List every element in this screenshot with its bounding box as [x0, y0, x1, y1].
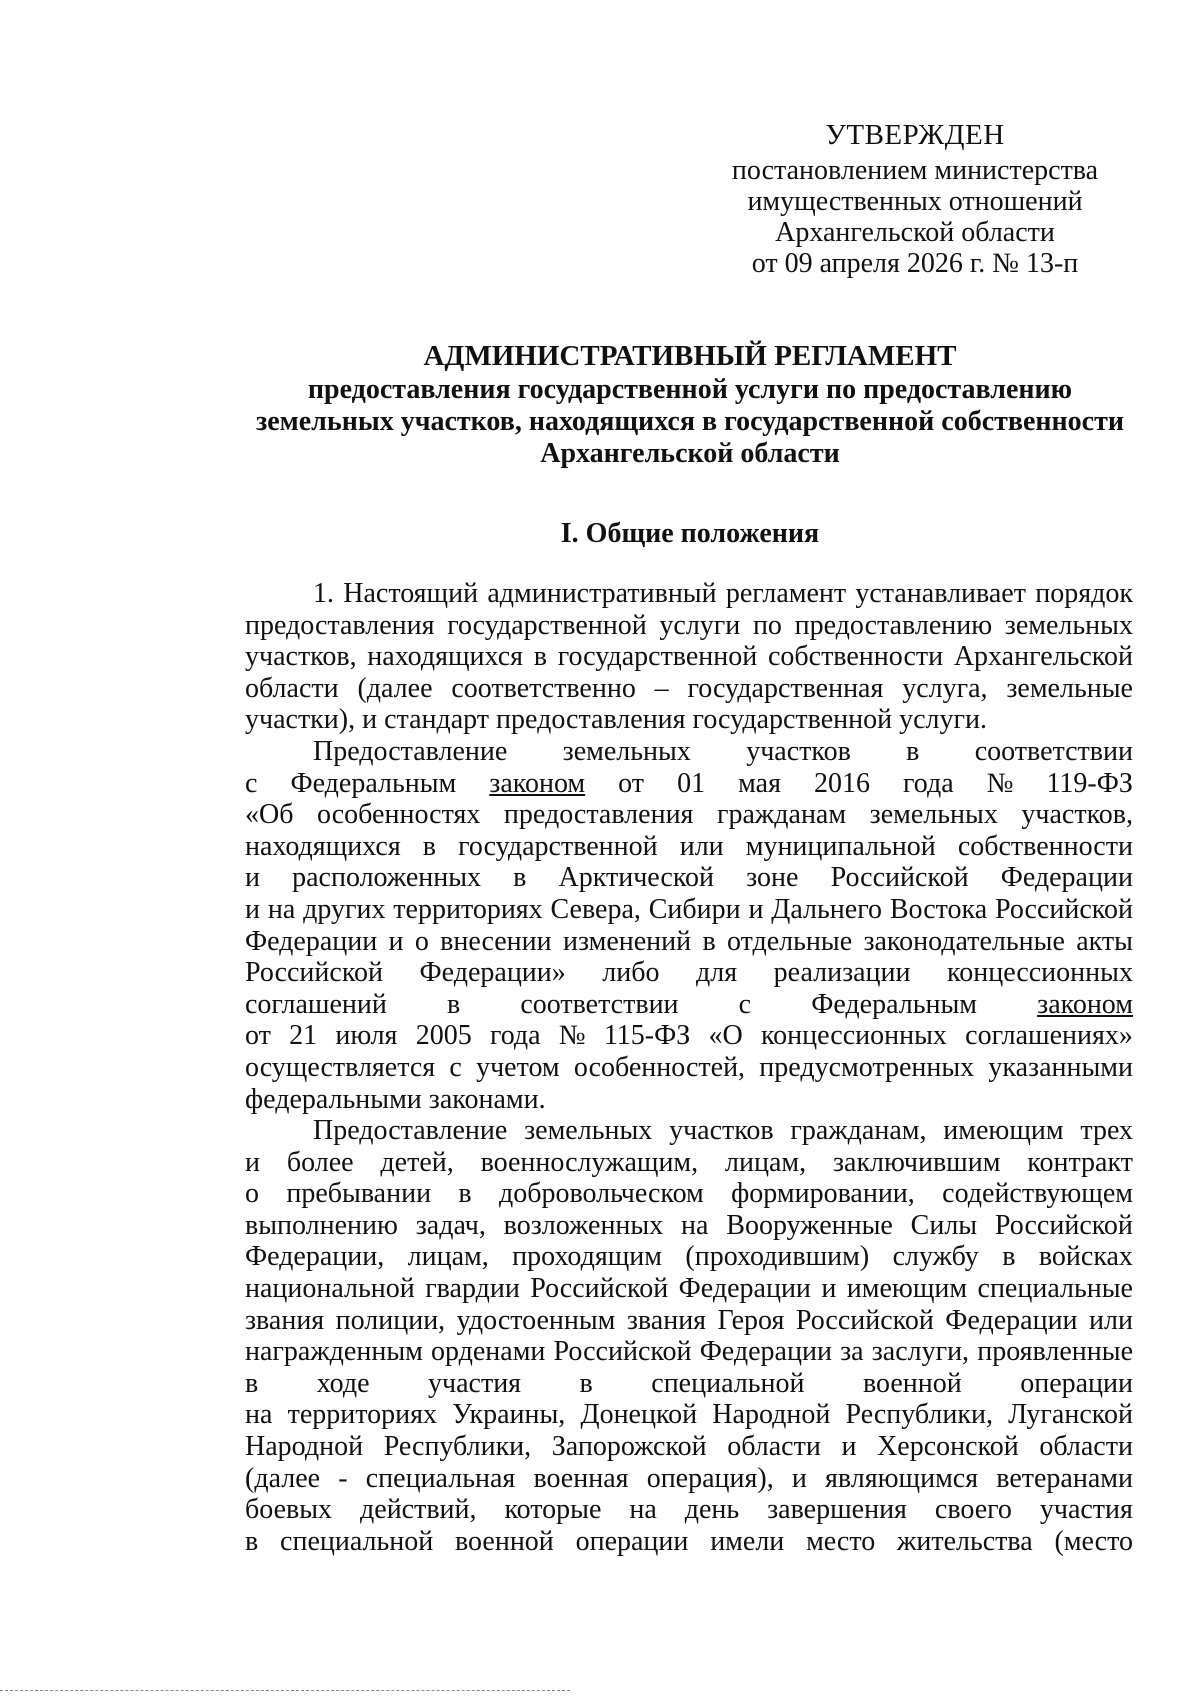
body-word: Республики,	[845, 1399, 993, 1431]
body-word: специальные	[977, 1273, 1133, 1305]
body-word: детей,	[380, 1146, 454, 1178]
body-line	[245, 610, 1133, 642]
title-line: предоставления государственной услуги по предоставлению	[307, 374, 1073, 405]
body-word: и	[841, 1431, 857, 1463]
body-line	[245, 673, 1133, 705]
body-line	[245, 1178, 1133, 1210]
body-word: операции	[1020, 1367, 1133, 1399]
body-word: задач,	[415, 1209, 486, 1241]
body-word: в	[533, 641, 547, 673]
body-line	[245, 1399, 1133, 1431]
body-word: июля	[335, 1020, 398, 1052]
approval-line: постановлением министерства	[731, 155, 1099, 186]
body-word: в	[446, 988, 461, 1020]
body-word: лицам,	[407, 1241, 489, 1273]
body-word: удостоенным	[456, 1304, 616, 1336]
body-word: соглашений	[245, 988, 387, 1020]
document-type: АДМИНИСТРАТИВНЫЙ РЕГЛАМЕНТ	[423, 340, 957, 372]
body-word: с	[245, 767, 258, 799]
body-word: в	[422, 830, 437, 862]
body-word: имеющим	[846, 1273, 968, 1305]
body-word: Архангельской	[953, 641, 1133, 673]
body-word: области	[727, 1431, 821, 1463]
body-line	[245, 578, 1133, 610]
body-word: военной	[862, 1367, 962, 1399]
body-word: 119-ФЗ	[1046, 767, 1133, 799]
approval-line: Архангельской области	[775, 217, 1055, 248]
body-word: Республики,	[383, 1431, 532, 1463]
body-line	[245, 894, 1133, 926]
approval-line: имущественных отношений	[747, 186, 1083, 217]
body-word: Российской	[553, 1336, 692, 1368]
body-word: –	[654, 672, 669, 704]
body-line	[245, 1368, 1133, 1400]
body-word: Народной	[712, 1399, 831, 1431]
body-word: земельных	[1004, 609, 1133, 641]
body-word: от	[618, 767, 645, 799]
body-word: области	[245, 672, 339, 704]
body-word: участков,	[1021, 799, 1133, 831]
body-word: «О	[708, 1020, 743, 1052]
law-reference-link: законом	[489, 767, 586, 799]
body-word: в	[1002, 1241, 1016, 1273]
body-word: имеющим	[943, 1115, 1064, 1147]
body-word: завершения	[767, 1494, 907, 1526]
body-word: года	[903, 767, 954, 799]
body-word: 2005	[415, 1020, 472, 1052]
body-word: муниципальной	[745, 830, 936, 862]
body-word: специальная	[365, 1462, 516, 1494]
body-word: Российской	[795, 1304, 934, 1336]
body-word: учетом	[476, 1051, 560, 1083]
body-word: акты	[1076, 925, 1133, 957]
body-word: Федерации	[245, 925, 378, 957]
body-word: Предоставление	[313, 735, 508, 767]
body-line	[245, 1526, 1133, 1558]
body-word: по	[752, 609, 782, 641]
body-word: 115-ФЗ	[603, 1020, 691, 1052]
body-word: добровольческом	[499, 1178, 704, 1210]
body-line	[245, 862, 1133, 894]
body-word: место	[806, 1525, 876, 1557]
title-line: земельных участков, находящихся в государственной собственности	[256, 406, 1124, 437]
body-word: административный	[487, 578, 717, 609]
body-word: регламент	[725, 578, 847, 609]
body-word: с	[449, 1051, 462, 1083]
body-word: государственной	[447, 609, 647, 641]
body-word: Дальнего	[771, 893, 882, 925]
body-word: в	[702, 925, 716, 957]
body-word: земельных	[869, 799, 998, 831]
body-word: участия	[428, 1367, 522, 1399]
body-word: и	[748, 893, 764, 925]
body-word: военнослужащим,	[480, 1146, 699, 1178]
body-word: участков,	[245, 641, 357, 673]
body-word: осуществляется	[245, 1051, 436, 1083]
body-word: имели	[710, 1525, 785, 1557]
body-word: государственной	[458, 830, 658, 862]
document-title	[240, 340, 1140, 470]
approval-date-number: от 09 апреля 2026 г. № 13-п	[751, 248, 1079, 279]
body-word: территориях	[393, 893, 543, 925]
body-word: участков	[669, 1115, 774, 1147]
body-word: Сибири	[648, 893, 741, 925]
body-word: проявленные	[977, 1336, 1133, 1368]
body-word: более	[286, 1146, 354, 1178]
body-word: №	[986, 767, 1014, 799]
body-word: с	[738, 988, 752, 1020]
body-word: Федерации	[699, 1336, 832, 1368]
body-word: указанными	[988, 1051, 1133, 1083]
body-line	[245, 831, 1133, 863]
body-word: Федерации	[1000, 862, 1133, 894]
body-word: государственная	[687, 672, 884, 704]
body-word: Вооруженные	[726, 1209, 893, 1241]
body-word: концессионных	[760, 1020, 947, 1052]
body-word: предусмотренных	[759, 1051, 975, 1083]
body-word: предоставлению	[794, 609, 993, 641]
body-line	[245, 799, 1133, 831]
body-word: находящихся	[367, 641, 524, 673]
body-word: и	[791, 1462, 807, 1494]
body-word: на	[681, 1209, 709, 1241]
body-word: контракт	[1027, 1146, 1133, 1178]
body-word: Федерации»	[419, 957, 566, 989]
body-word: расположенных	[292, 862, 482, 894]
body-word: государственной	[557, 641, 758, 673]
body-word: Федерации	[945, 1304, 1078, 1336]
body-word: услуга,	[902, 672, 988, 704]
body-line	[245, 1463, 1133, 1495]
body-word: жительства	[897, 1525, 1033, 1557]
body-word: ходе	[316, 1367, 370, 1399]
body-word: заключившим	[832, 1146, 1001, 1178]
body-word: законодательные	[863, 925, 1065, 957]
section-heading: I. Общие положения	[560, 518, 820, 549]
body-line	[245, 1147, 1133, 1179]
body-word: (место	[1054, 1525, 1133, 1557]
body-word: соответственно	[451, 672, 636, 704]
body-word: земельных	[524, 1115, 653, 1147]
body-word: являющимся	[825, 1462, 979, 1494]
body-word: от	[245, 1020, 271, 1052]
body-word: содействующем	[942, 1178, 1133, 1210]
body-word: национальной	[245, 1273, 415, 1305]
body-word: выполнению	[245, 1209, 398, 1241]
body-word: и	[821, 1273, 837, 1305]
body-word: предоставления	[503, 799, 694, 831]
body-word: операции	[575, 1525, 689, 1557]
body-line	[245, 1431, 1133, 1463]
body-word: Предоставление	[313, 1115, 508, 1147]
body-word: орденами	[430, 1336, 546, 1368]
body-word: №	[558, 1020, 586, 1052]
body-word: собственности	[767, 641, 944, 673]
body-word: Российской	[530, 1273, 669, 1305]
approval-heading: УТВЕРЖДЕН	[825, 119, 1005, 151]
body-word: которые	[504, 1494, 602, 1526]
body-word: участия	[1039, 1494, 1133, 1526]
body-word: Луганской	[1008, 1399, 1133, 1431]
body-word: Российской	[994, 1209, 1133, 1241]
body-line	[245, 957, 1133, 989]
body-line	[245, 1241, 1133, 1273]
body-line	[245, 1273, 1133, 1305]
body-word: Федеральным	[290, 767, 457, 799]
body-word: лицам,	[725, 1146, 807, 1178]
body-word: особенностях	[317, 799, 481, 831]
body-word: территориях	[287, 1399, 437, 1431]
body-word: возложенных	[503, 1209, 664, 1241]
body-word: о	[414, 925, 429, 957]
body-word: действий,	[360, 1494, 477, 1526]
body-word: на	[629, 1494, 657, 1526]
body-line: федеральными законами.	[245, 1083, 546, 1115]
body-word: 2016	[813, 767, 870, 799]
body-word: или	[679, 830, 724, 862]
page-footer-rule	[0, 1690, 570, 1691]
approval-block	[700, 120, 1130, 279]
body-word: проходящим	[512, 1241, 662, 1273]
body-word: военная	[533, 1462, 629, 1494]
body-line	[245, 1305, 1133, 1337]
body-word: для	[696, 957, 738, 989]
body-word: Федерации,	[245, 1241, 385, 1273]
body-line	[245, 989, 1133, 1021]
body-word: за	[840, 1336, 864, 1368]
body-word: Украины,	[452, 1399, 566, 1431]
body-word: Настоящий	[343, 578, 479, 609]
body-word: внесении	[440, 925, 552, 957]
body-word: Донецкой	[580, 1399, 698, 1431]
body-line	[245, 1336, 1133, 1368]
body-word: специальной	[651, 1367, 805, 1399]
body-word: Востока	[889, 893, 988, 925]
body-word: услуги	[659, 609, 741, 641]
body-word: концессионных	[947, 957, 1133, 989]
body-word: соответствии	[520, 988, 679, 1020]
body-word: формировании,	[731, 1178, 915, 1210]
body-word: звания	[245, 1304, 325, 1336]
body-word: боевых	[245, 1494, 333, 1526]
body-word: специальной	[280, 1525, 434, 1557]
body-word: 21	[289, 1020, 318, 1052]
body-word: Севера,	[550, 893, 641, 925]
body-word: земельные	[1006, 672, 1133, 704]
body-word: на	[267, 893, 296, 925]
body-word: Федеральным	[811, 988, 978, 1020]
body-word: Российской	[994, 893, 1133, 925]
body-word: службу	[892, 1241, 979, 1273]
body-word: на	[245, 1399, 273, 1431]
body-word: участков	[746, 735, 851, 767]
body-word: порядок	[1035, 578, 1133, 609]
body-text	[245, 578, 1133, 1557]
body-word: соглашениях»	[965, 1020, 1133, 1052]
body-word: особенностей,	[573, 1051, 746, 1083]
body-word: гражданам,	[790, 1115, 927, 1147]
body-word: в	[245, 1525, 259, 1557]
law-reference-link: законом	[1037, 988, 1133, 1020]
body-word: собственности	[957, 830, 1133, 862]
body-word: в	[906, 735, 920, 767]
body-word: мая	[738, 767, 781, 799]
body-word: реализации	[773, 957, 911, 989]
title-line: Архангельской области	[540, 438, 840, 469]
body-word: полиции,	[335, 1304, 446, 1336]
body-word: и	[245, 1146, 260, 1178]
body-word: года	[489, 1020, 541, 1052]
body-line	[245, 641, 1133, 673]
body-line	[245, 1052, 1133, 1084]
body-word: Героя	[717, 1304, 785, 1336]
body-word: заслуги,	[871, 1336, 970, 1368]
body-line	[245, 1020, 1133, 1052]
body-word: своего	[934, 1494, 1012, 1526]
body-word: «Об	[245, 799, 294, 831]
body-word: (далее	[357, 672, 433, 704]
body-word: либо	[602, 957, 660, 989]
body-word: награжденным	[245, 1336, 423, 1368]
body-line	[245, 768, 1133, 800]
body-word: (проходившим)	[685, 1241, 870, 1273]
body-word: о	[245, 1178, 259, 1210]
body-word: Российской	[830, 862, 969, 894]
body-word: (далее	[245, 1462, 321, 1494]
body-line	[245, 926, 1133, 958]
body-line	[245, 736, 1133, 768]
body-word: области	[1039, 1431, 1133, 1463]
body-word: Херсонской	[877, 1431, 1019, 1463]
body-word: Силы	[910, 1209, 978, 1241]
body-word: ветеранами	[996, 1462, 1133, 1494]
body-word: других	[303, 893, 386, 925]
body-word: и	[245, 893, 260, 925]
body-word: Запорожской	[551, 1431, 707, 1463]
body-word: 1.	[313, 578, 334, 609]
body-line	[245, 1494, 1133, 1526]
body-word: устанавливает	[855, 578, 1026, 609]
body-word: пребывании	[286, 1178, 432, 1210]
body-word: Народной	[245, 1431, 364, 1463]
body-word: гвардии	[425, 1273, 520, 1305]
body-word: 01	[677, 767, 706, 799]
body-word: военной	[455, 1525, 554, 1557]
body-word: предоставления	[245, 609, 435, 641]
body-word: земельных	[562, 735, 691, 767]
body-word: зоне	[746, 862, 799, 894]
body-word: и	[245, 862, 260, 894]
body-word: войсках	[1038, 1241, 1133, 1273]
body-word: -	[338, 1462, 348, 1494]
body-word: Российской	[245, 957, 383, 989]
body-word: в	[245, 1367, 259, 1399]
body-word: в	[579, 1367, 593, 1399]
body-word: изменений	[562, 925, 692, 957]
body-word: операция),	[646, 1462, 774, 1494]
body-word: звания	[626, 1304, 707, 1336]
body-word: трех	[1080, 1115, 1133, 1147]
body-word: Федерации	[678, 1273, 811, 1305]
body-word: отдельные	[726, 925, 853, 957]
body-word: гражданам	[717, 799, 847, 831]
body-word: Арктической	[558, 862, 715, 894]
body-word: день	[684, 1494, 740, 1526]
body-word: в	[458, 1178, 472, 1210]
body-word: в	[513, 862, 527, 894]
body-word: или	[1089, 1304, 1133, 1336]
body-line	[245, 1115, 1133, 1147]
body-word: соответствии	[974, 735, 1133, 767]
body-line	[245, 1210, 1133, 1242]
body-line: участки), и стандарт предоставления государственной услуги.	[245, 704, 987, 736]
body-word: находящихся	[245, 830, 401, 862]
body-word: и	[388, 925, 404, 957]
